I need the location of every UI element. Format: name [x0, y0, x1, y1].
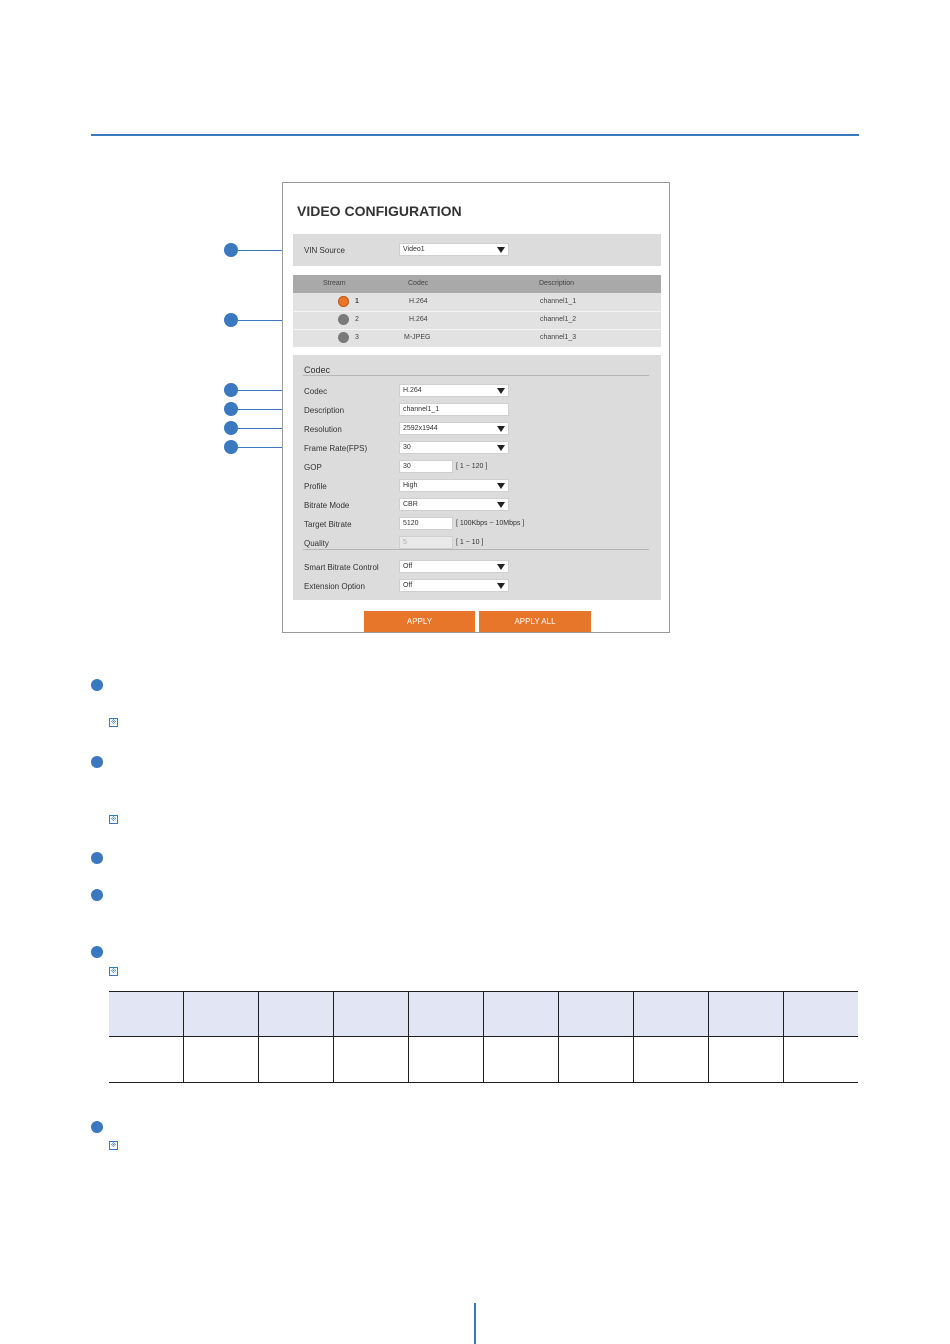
extension-option-select[interactable]: [399, 579, 509, 592]
gop-input[interactable]: 30: [399, 460, 453, 473]
table-cell: [783, 992, 858, 1037]
table-row: [109, 1037, 858, 1083]
bitrate-mode-value: CBR: [403, 501, 418, 508]
resolution-value: 2592x1944: [403, 425, 438, 432]
callout-marker-3-icon: [91, 852, 103, 864]
table-row[interactable]: [293, 311, 661, 330]
resolution-select[interactable]: [399, 422, 509, 435]
table-header-row: [109, 992, 858, 1037]
stream-table-header: [293, 275, 661, 293]
divider: [303, 549, 649, 550]
callout-marker-5-icon: [91, 946, 103, 958]
chevron-down-icon: [497, 564, 505, 570]
callout-marker-framerate-icon: [224, 440, 238, 454]
codec-section: [293, 355, 661, 600]
callout-marker-2-icon: [91, 756, 103, 768]
smart-bitrate-value: Off: [403, 563, 413, 570]
stream-description: channel1_3: [540, 334, 577, 341]
bitrate-mode-label: Bitrate Mode: [304, 501, 350, 510]
stream-radio-selected[interactable]: [338, 296, 349, 307]
profile-value: High: [403, 482, 418, 489]
frame-rate-select[interactable]: [399, 441, 509, 454]
table-cell: [783, 1037, 858, 1083]
divider: [303, 375, 649, 376]
codec-section-title: Codec: [304, 365, 331, 375]
stream-number: 2: [355, 316, 359, 323]
header-stream: Stream: [323, 280, 346, 287]
note-icon: ※: [110, 719, 117, 726]
table-cell: [558, 992, 633, 1037]
chevron-down-icon: [497, 483, 505, 489]
chevron-down-icon: [497, 583, 505, 589]
chevron-down-icon: [497, 502, 505, 508]
target-bitrate-label: Target Bitrate: [304, 520, 352, 529]
table-cell: [259, 992, 334, 1037]
table-cell: [483, 992, 558, 1037]
page-number-divider: [474, 1303, 476, 1344]
header-codec: Codec: [408, 280, 429, 287]
chevron-down-icon: [497, 426, 505, 432]
table-cell: [334, 992, 409, 1037]
table-cell: [259, 1037, 334, 1083]
chevron-down-icon: [497, 388, 505, 394]
apply-button[interactable]: APPLY: [364, 611, 475, 632]
codec-label: Codec: [304, 387, 328, 396]
table-cell: [184, 992, 259, 1037]
vin-source-value: Video1: [403, 246, 425, 253]
callout-marker-6-icon: [91, 1121, 103, 1133]
callout-marker-resolution-icon: [224, 421, 238, 435]
table-cell: [708, 992, 783, 1037]
callout-marker-codec-icon: [224, 383, 238, 397]
header-rule: [91, 134, 859, 136]
target-bitrate-range: [ 100Kbps ~ 10Mbps ]: [456, 520, 525, 527]
table-cell: [109, 1037, 184, 1083]
stream-table: [293, 275, 661, 347]
codec-value: H.264: [403, 387, 422, 394]
table-cell: [633, 992, 708, 1037]
callout-marker-description-icon: [224, 402, 238, 416]
table-cell: [409, 1037, 484, 1083]
stream-codec: H.264: [409, 298, 428, 305]
description-label: Description: [304, 406, 345, 415]
stream-codec: H.264: [409, 316, 428, 323]
quality-range: [ 1 ~ 10 ]: [456, 539, 484, 546]
target-bitrate-input[interactable]: 5120: [399, 517, 453, 530]
stream-number: 3: [355, 334, 359, 341]
smart-bitrate-label: Smart Bitrate Control: [304, 563, 379, 572]
stream-description: channel1_1: [540, 298, 577, 305]
apply-all-button[interactable]: APPLY ALL: [479, 611, 591, 632]
stream-description: channel1_2: [540, 316, 577, 323]
table-cell: [109, 992, 184, 1037]
table-cell: [483, 1037, 558, 1083]
stream-codec: M-JPEG: [404, 334, 431, 341]
table-cell: [558, 1037, 633, 1083]
reference-table: [109, 991, 858, 1083]
stream-radio[interactable]: [338, 332, 349, 343]
vin-source-section: [293, 234, 661, 266]
table-row[interactable]: [293, 329, 661, 347]
gop-range: [ 1 ~ 120 ]: [456, 463, 488, 470]
gop-label: GOP: [304, 463, 322, 472]
profile-label: Profile: [304, 482, 327, 491]
stream-radio[interactable]: [338, 314, 349, 325]
smart-bitrate-select[interactable]: [399, 560, 509, 573]
callout-marker-stream-icon: [224, 313, 238, 327]
extension-option-value: Off: [403, 582, 413, 589]
quality-label: Quality: [304, 539, 329, 548]
frame-rate-label: Frame Rate(FPS): [304, 444, 368, 453]
codec-select[interactable]: [399, 384, 509, 397]
table-cell: [184, 1037, 259, 1083]
note-icon: ※: [110, 968, 117, 975]
table-cell: [708, 1037, 783, 1083]
vin-source-label: VIN Source: [304, 246, 345, 255]
bitrate-mode-select[interactable]: [399, 498, 509, 511]
callout-marker-4-icon: [91, 889, 103, 901]
extension-option-label: Extension Option: [304, 582, 365, 591]
chevron-down-icon: [497, 247, 505, 253]
description-input[interactable]: channel1_1: [399, 403, 509, 416]
table-cell: [409, 992, 484, 1037]
callout-marker-vin-icon: [224, 243, 238, 257]
vin-source-select[interactable]: [399, 243, 509, 256]
quality-input: 5: [399, 536, 453, 549]
note-icon: ※: [110, 1142, 117, 1149]
profile-select[interactable]: [399, 479, 509, 492]
chevron-down-icon: [497, 445, 505, 451]
page-title: VIDEO CONFIGURATION: [297, 203, 462, 219]
stream-number: 1: [355, 298, 359, 305]
table-cell: [334, 1037, 409, 1083]
resolution-label: Resolution: [304, 425, 342, 434]
header-description: Description: [539, 280, 575, 287]
table-cell: [633, 1037, 708, 1083]
frame-rate-value: 30: [403, 444, 411, 451]
note-icon: ※: [110, 816, 117, 823]
table-row[interactable]: [293, 293, 661, 312]
video-configuration-panel: [282, 182, 670, 633]
callout-marker-1-icon: [91, 679, 103, 691]
